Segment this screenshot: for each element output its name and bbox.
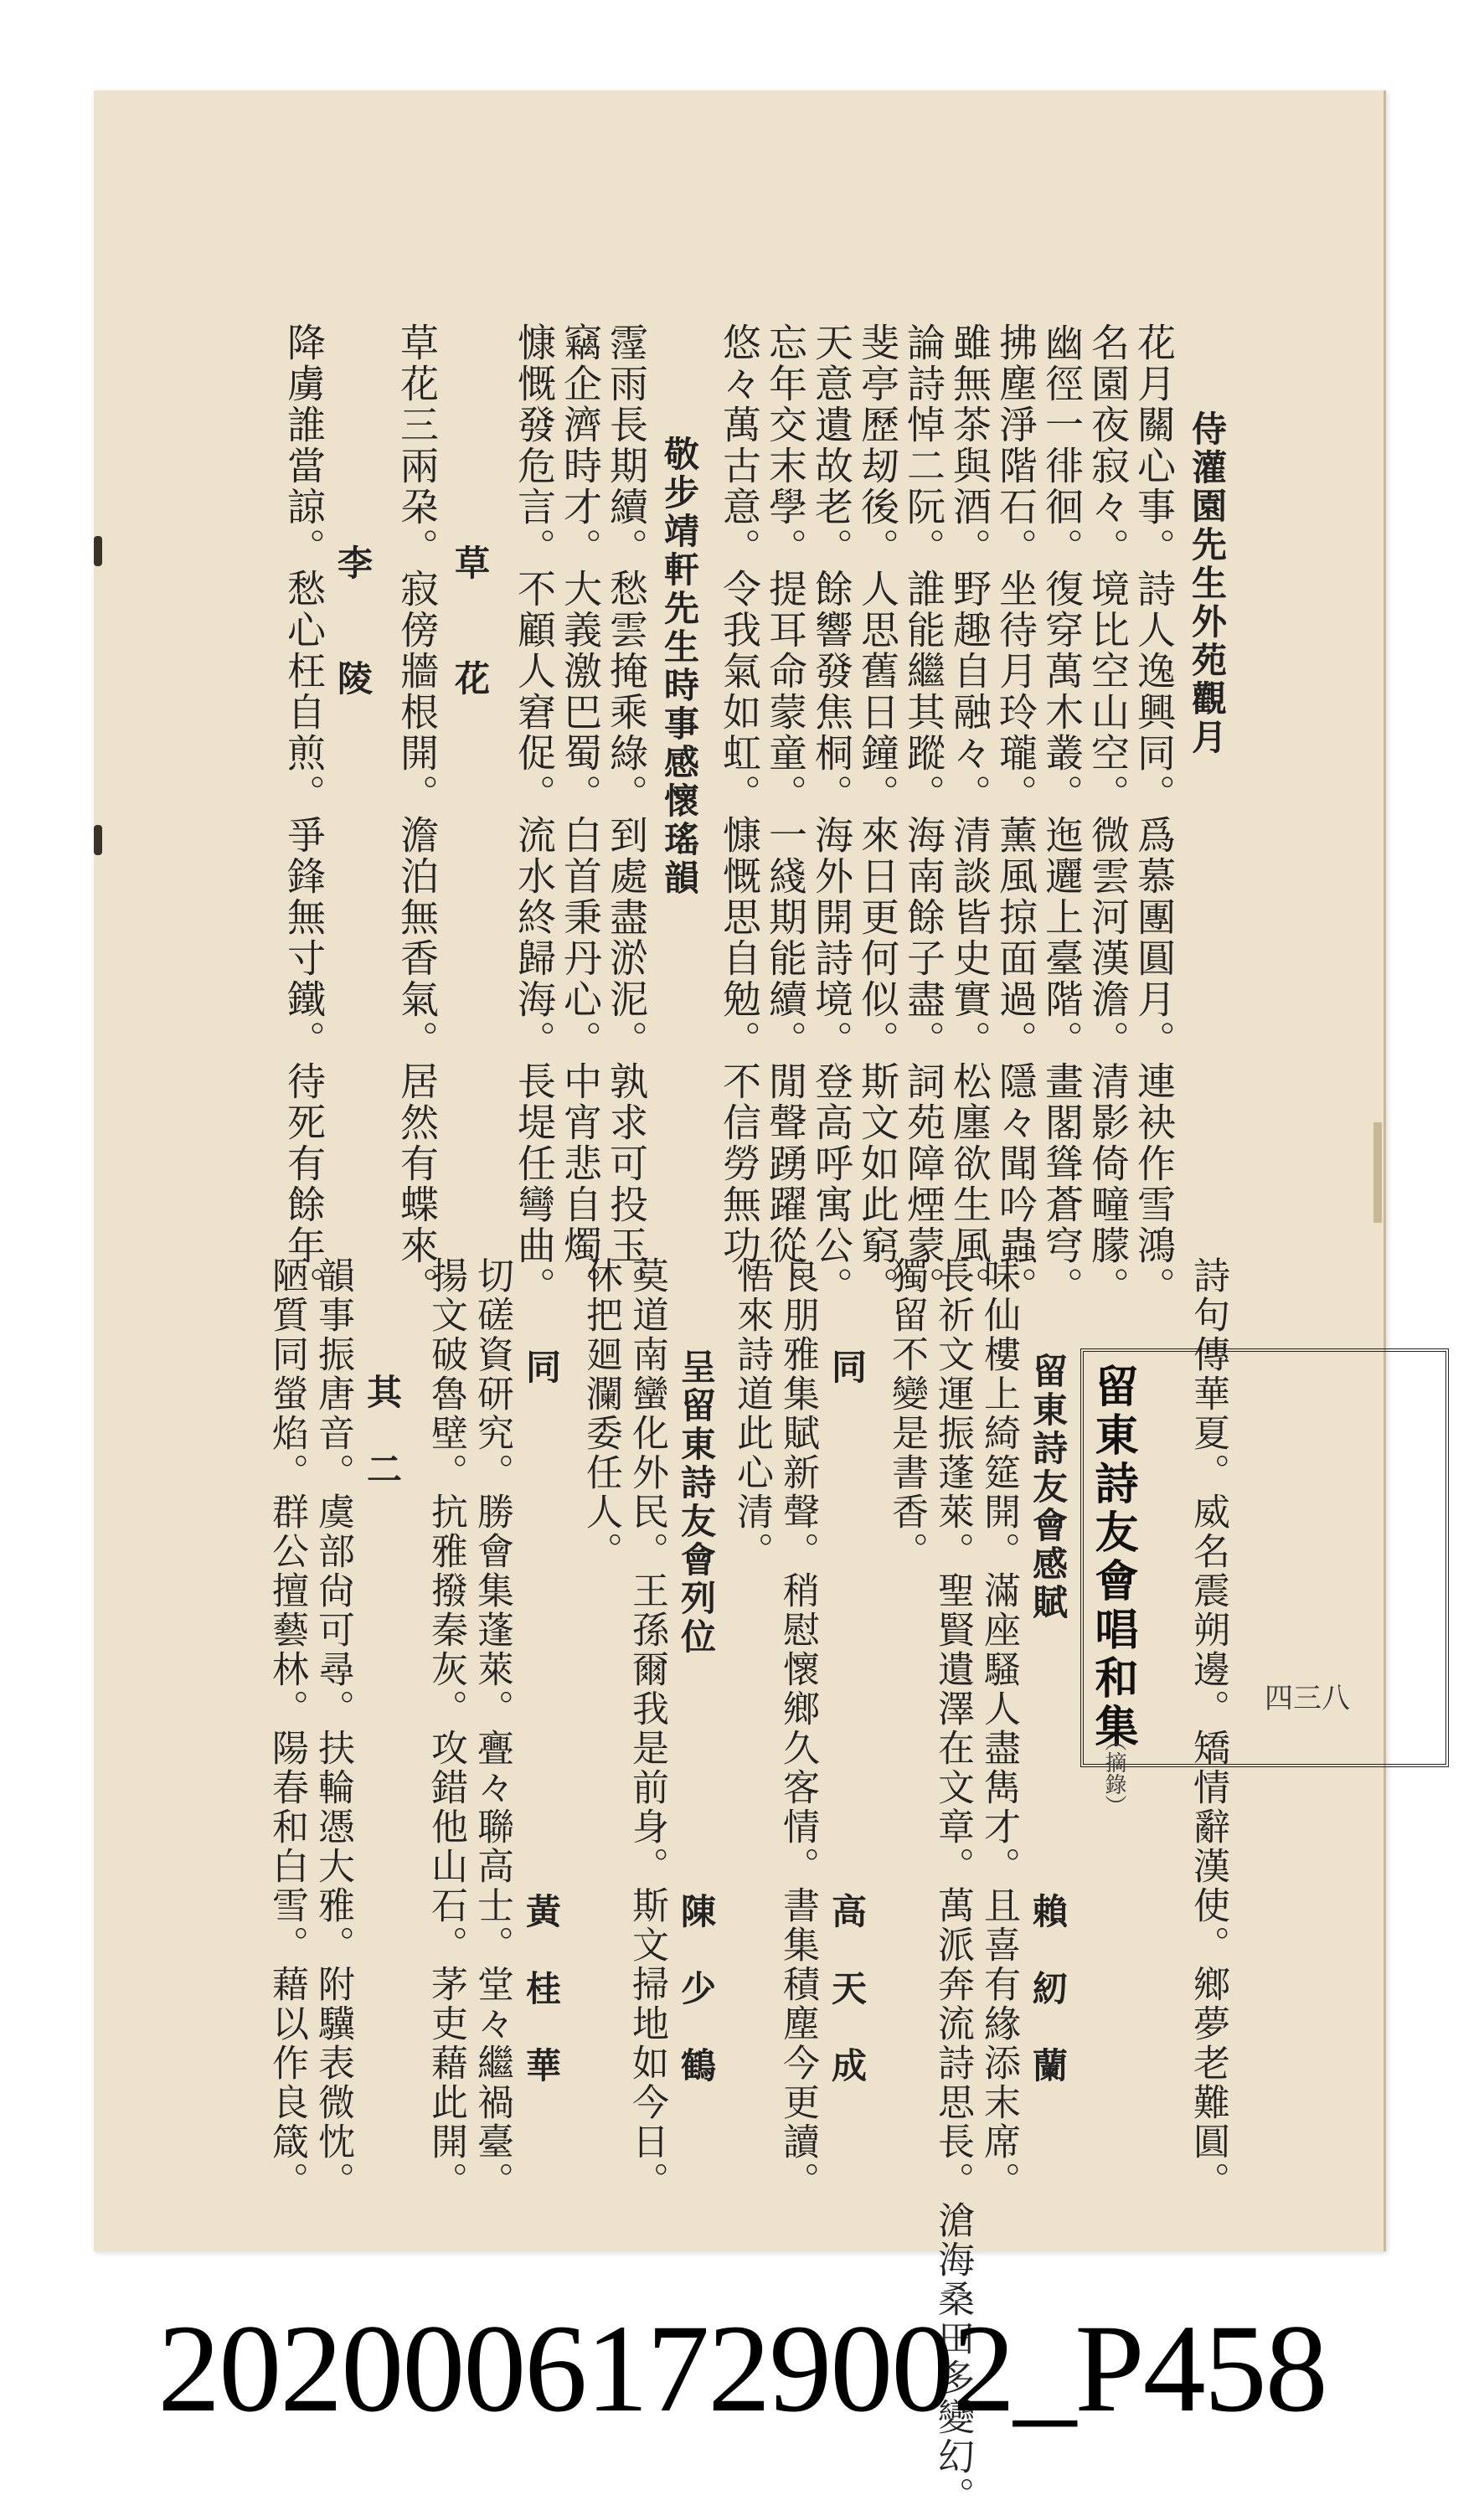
page-fold: [1373, 1122, 1382, 1223]
poem-line: 草花三兩朶。寂傍牆根開。澹泊無香氣。居然有蝶來。: [394, 322, 440, 1307]
section-title-box: [1080, 1348, 1449, 1767]
poem-line: 天意遺故老。餘響發焦桐。海外開詩境。登高呼寓公。: [809, 322, 854, 1307]
poem-line: 花月關心事。詩人逸興同。爲慕團圓月。連袂作雪鴻。: [1131, 322, 1177, 1307]
binding-hole: [94, 825, 102, 855]
poem-line: 斐亭歷刼後。人思舊日鐘。來日更何似。斯文如此窮。: [855, 322, 900, 1307]
piece-title: 同: [827, 1348, 868, 1387]
piece-author: 陳 少 鶴: [676, 1893, 717, 2085]
poem-line: 忘年交末學。提耳命蒙童。一綫期能續。閒聲踴躍從。: [763, 322, 808, 1307]
poem-title: 草 花: [450, 544, 491, 699]
piece-title: 其 二: [362, 1374, 403, 1489]
poem-line: 論詩悼二阮。誰能繼其蹤。海南餘子盡。詞苑障煙蒙。: [901, 322, 946, 1307]
poem-line: 幽徑一徘徊。復穿萬木叢。迤邐上臺階。畫閣聳蒼穹。: [1039, 322, 1085, 1307]
poem-line: 拂塵淨階石。坐待月玲瓏。薰風掠面過。隱々聞吟蟲。: [993, 322, 1038, 1307]
page-number: 四三八: [1265, 1682, 1350, 1715]
poem-line: 慷慨發危言。不顧人窘促。流水終歸海。長堤任彎曲。: [512, 322, 557, 1307]
poem-line: 味仙樓上綺筵開。滿座騷人盡雋才。且喜有緣添末席。: [977, 1256, 1020, 2201]
continued-line: 詩句傳華夏。威名震朔邊。矯情辭漢使。鄉夢老難圓。: [1187, 1256, 1229, 2201]
poem-line: 悟來詩道此心清。: [730, 1256, 773, 1571]
poem-line: 良朋雅集賦新聲。稍慰懷鄉久客情。書集積塵今更讀。: [776, 1256, 819, 2201]
poem-line: 悠々萬古意。令我氣如虹。慷慨思自勉。不信勞無功。: [717, 322, 762, 1307]
piece-author: 賴 紉 蘭: [1028, 1893, 1069, 2085]
piece-author: 高 天 成: [827, 1893, 868, 2085]
poem-line: 莫道南蠻化外民。王孫爾我是前身。斯文掃地如今日。: [626, 1256, 668, 2201]
archive-caption: 20200061729002_P458: [157, 2299, 1327, 2438]
poem-title: 侍灌園先生外苑觀月: [1187, 410, 1228, 757]
poem-line: 竊企濟時才。大義激巴蜀。白首秉丹心。中宵悲自燭。: [558, 322, 603, 1307]
piece-title: 呈留東詩友會列位: [676, 1348, 717, 1657]
piece-author: 黃 桂 華: [521, 1893, 562, 2085]
poem-title: 李 陵: [332, 544, 374, 699]
poem-line: 霪雨長期續。愁雲掩乘綠。到處盡淤泥。孰求可投玉。: [604, 322, 649, 1307]
poem-line: 長祈文運振蓬萊。聖賢遺澤在文章。萬派奔流詩思長。滄海桑田多變幻。: [931, 1256, 974, 2516]
poem-line: 休把廻瀾委任人。: [580, 1256, 622, 1571]
section-note: （摘錄）: [1101, 1730, 1126, 1817]
binding-hole: [94, 536, 102, 566]
poem-line: 切磋資研究。勝會集蓬萊。亹々聯高士。堂々繼禍臺。: [471, 1256, 513, 2201]
poem-line: 獨留不變是書香。: [885, 1256, 928, 1571]
poem-title: 敬步靖軒先生時事感懷瑤韻: [659, 436, 700, 898]
poem-line: 名園夜寂々。境比空山空。微雲河漢澹。清影倚疃朦。: [1085, 322, 1131, 1307]
poem-line: 韻事振唐音。虞部尙可尋。扶輪憑大雅。附驥表微忱。: [312, 1256, 354, 2201]
piece-title: 同: [521, 1348, 562, 1387]
piece-title: 留東詩友會感賦: [1028, 1353, 1069, 1622]
poem-line: 雖無茶與酒。野趣自融々。清談皆史實。松廛欲生風。: [947, 322, 992, 1307]
poem-line: 陋質同螢焰。群公擅藝林。陽春和白雪。藉以作良箴。: [265, 1256, 308, 2201]
poem-line: 降虜誰當諒。愁心枉自煎。爭鋒無寸鐵。待死有餘年。: [281, 322, 327, 1307]
poem-line: 揚文破魯壁。抗雅撥秦灰。攻錯他山石。茅吏藉此開。: [425, 1256, 467, 2201]
section-title: 留東詩友會唱和集: [1087, 1364, 1138, 1752]
